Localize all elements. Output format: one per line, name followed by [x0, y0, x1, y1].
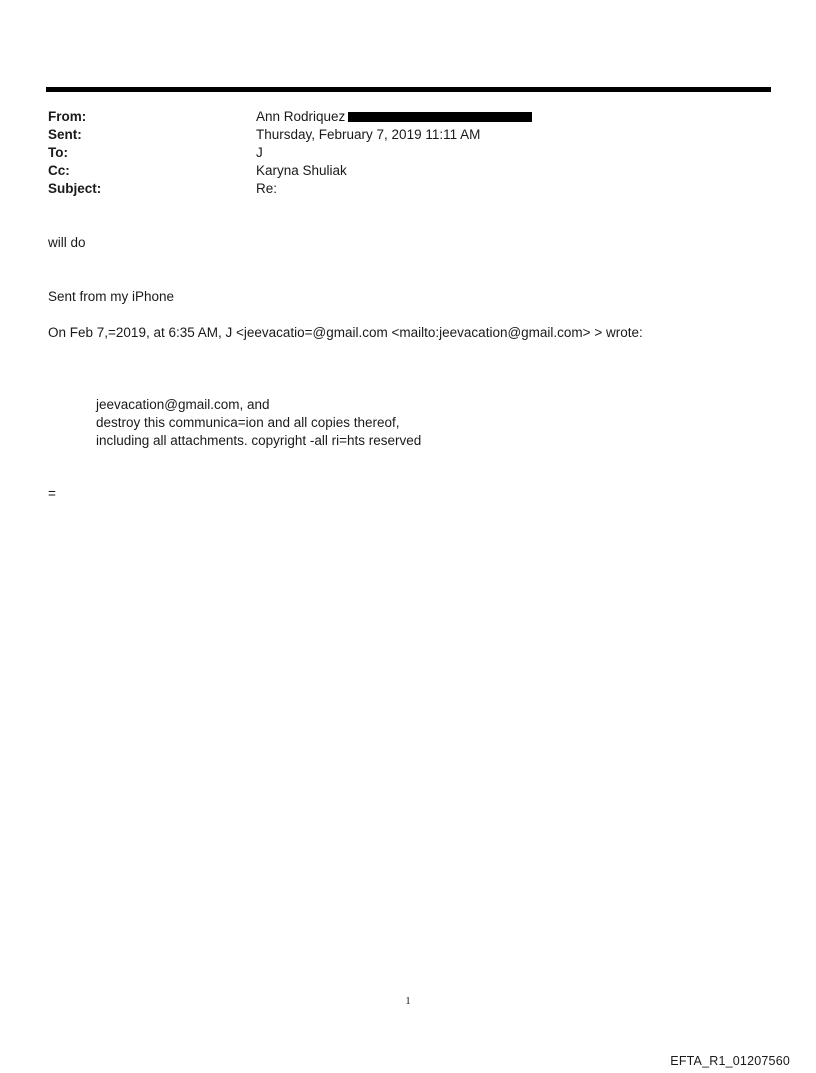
from-value	[256, 108, 532, 126]
cc-row	[48, 162, 532, 180]
header-divider	[46, 87, 771, 92]
cc-label: Cc:	[48, 163, 70, 178]
to-row	[48, 144, 532, 162]
quoted-line: jeevacation@gmail.com, and	[96, 397, 270, 412]
to-value: J	[256, 145, 263, 160]
quoted-line: including all attachments. copyright -all ri=hts reserved	[96, 433, 422, 448]
sent-label: Sent:	[48, 127, 82, 142]
quote-intro: On Feb 7,=2019, at 6:35 AM, J <jeevacatio=@gmail.com <mailto:jeevacation@gmail.com> > wrote:	[48, 325, 643, 340]
document-id: EFTA_R1_01207560	[670, 1054, 790, 1068]
quoted-line: destroy this communica=ion and all copies thereof,	[96, 415, 400, 430]
from-label: From:	[48, 109, 87, 124]
from-name: Ann Rodriquez	[256, 109, 346, 124]
quoted-message	[96, 396, 421, 450]
cc-value: Karyna Shuliak	[256, 163, 347, 178]
page-number: 1	[405, 995, 411, 1007]
trailing-text: =	[48, 486, 56, 501]
subject-row	[48, 180, 532, 198]
redaction-block	[348, 112, 532, 122]
sent-row	[48, 126, 532, 144]
email-header	[48, 108, 532, 198]
signature-text: Sent from my iPhone	[48, 289, 175, 304]
subject-value: Re:	[256, 181, 278, 196]
subject-label: Subject:	[48, 181, 102, 196]
reply-text: will do	[48, 235, 86, 250]
from-row	[48, 108, 532, 126]
sent-value: Thursday, February 7, 2019 11:11 AM	[256, 127, 481, 142]
to-label: To:	[48, 145, 68, 160]
